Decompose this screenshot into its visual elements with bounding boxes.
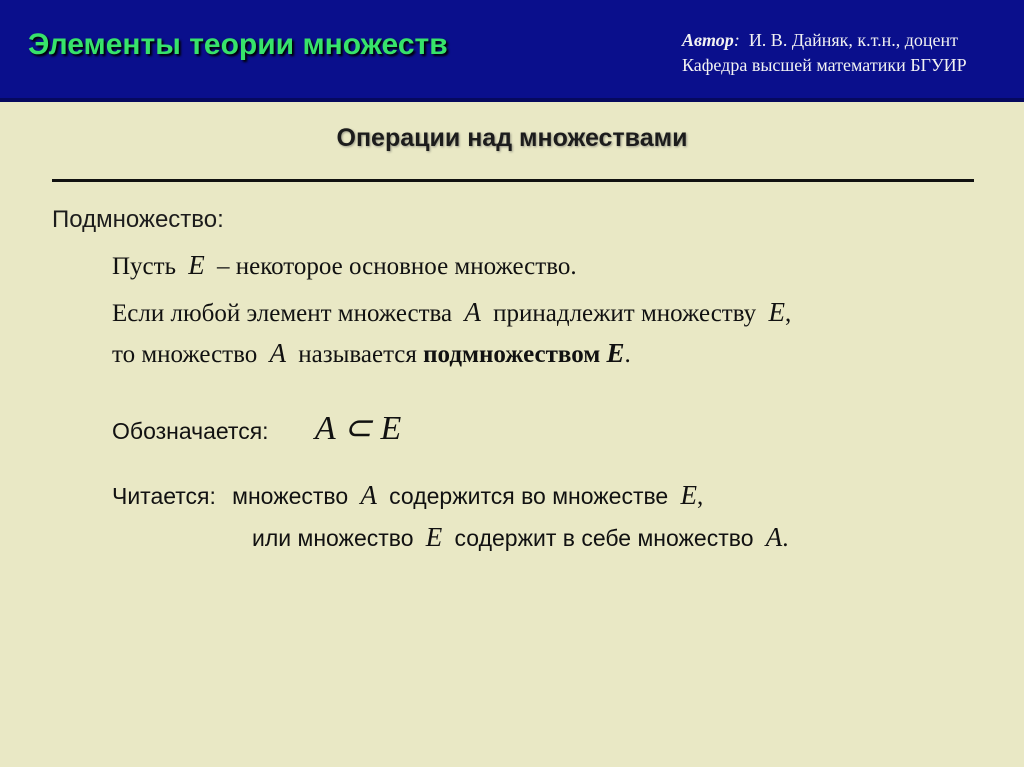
line2-mid: принадлежит множеству — [493, 300, 757, 327]
reading2-mid: содержит в себе множество — [454, 525, 754, 551]
reading-line-1 — [112, 480, 703, 511]
slide-subtitle: Операции над множествами — [336, 124, 688, 152]
author-separator: : — [733, 30, 740, 50]
reading2-pre: или множество — [252, 525, 414, 551]
line3-term-var: E — [606, 338, 625, 368]
line3-mid: называется — [298, 341, 417, 368]
line3-var: A — [269, 338, 286, 368]
definition-line-1 — [112, 250, 577, 281]
reading1-var2: E — [680, 480, 697, 510]
line3-term: подмножеством — [423, 341, 601, 368]
author-block — [682, 28, 967, 78]
reading2-var2: A — [765, 522, 783, 552]
notation-line — [112, 408, 401, 448]
definition-line-3 — [112, 338, 631, 369]
reading2-post: . — [782, 525, 789, 552]
reading-label: Читается: — [112, 483, 216, 509]
notation-label: Обозначается: — [112, 418, 269, 444]
line2-var-e: E — [768, 297, 785, 327]
line1-post: – некоторое основное множество. — [216, 253, 577, 280]
section-heading: Подмножество: — [52, 206, 224, 233]
author-name: И. В. Дайняк, к.т.н., доцент — [748, 30, 959, 50]
line3-post: . — [624, 341, 631, 368]
department: Кафедра высшей математики БГУИР — [682, 55, 967, 75]
reading1-post: , — [696, 483, 704, 510]
line2-var-a: A — [464, 297, 481, 327]
line1-pre: Пусть — [112, 253, 176, 280]
definition-line-2 — [112, 297, 791, 328]
reading1-pre: множество — [232, 483, 349, 509]
author-line — [682, 28, 967, 53]
line1-var: E — [188, 250, 205, 280]
line2-pre: Если любой элемент множества — [112, 300, 453, 327]
author-label: Автор — [682, 30, 734, 50]
header-bar — [0, 0, 1024, 102]
line2-post: , — [784, 300, 792, 327]
reading-line-2 — [252, 522, 789, 553]
reading1-mid: содержится во множестве — [389, 483, 669, 509]
notation-formula: A ⊂ E — [314, 410, 402, 447]
reading2-var: E — [425, 522, 443, 552]
course-title: Элементы теории множеств — [28, 28, 448, 61]
reading1-var: A — [360, 480, 377, 510]
line3-pre: то множество — [112, 341, 258, 368]
divider — [52, 179, 974, 182]
